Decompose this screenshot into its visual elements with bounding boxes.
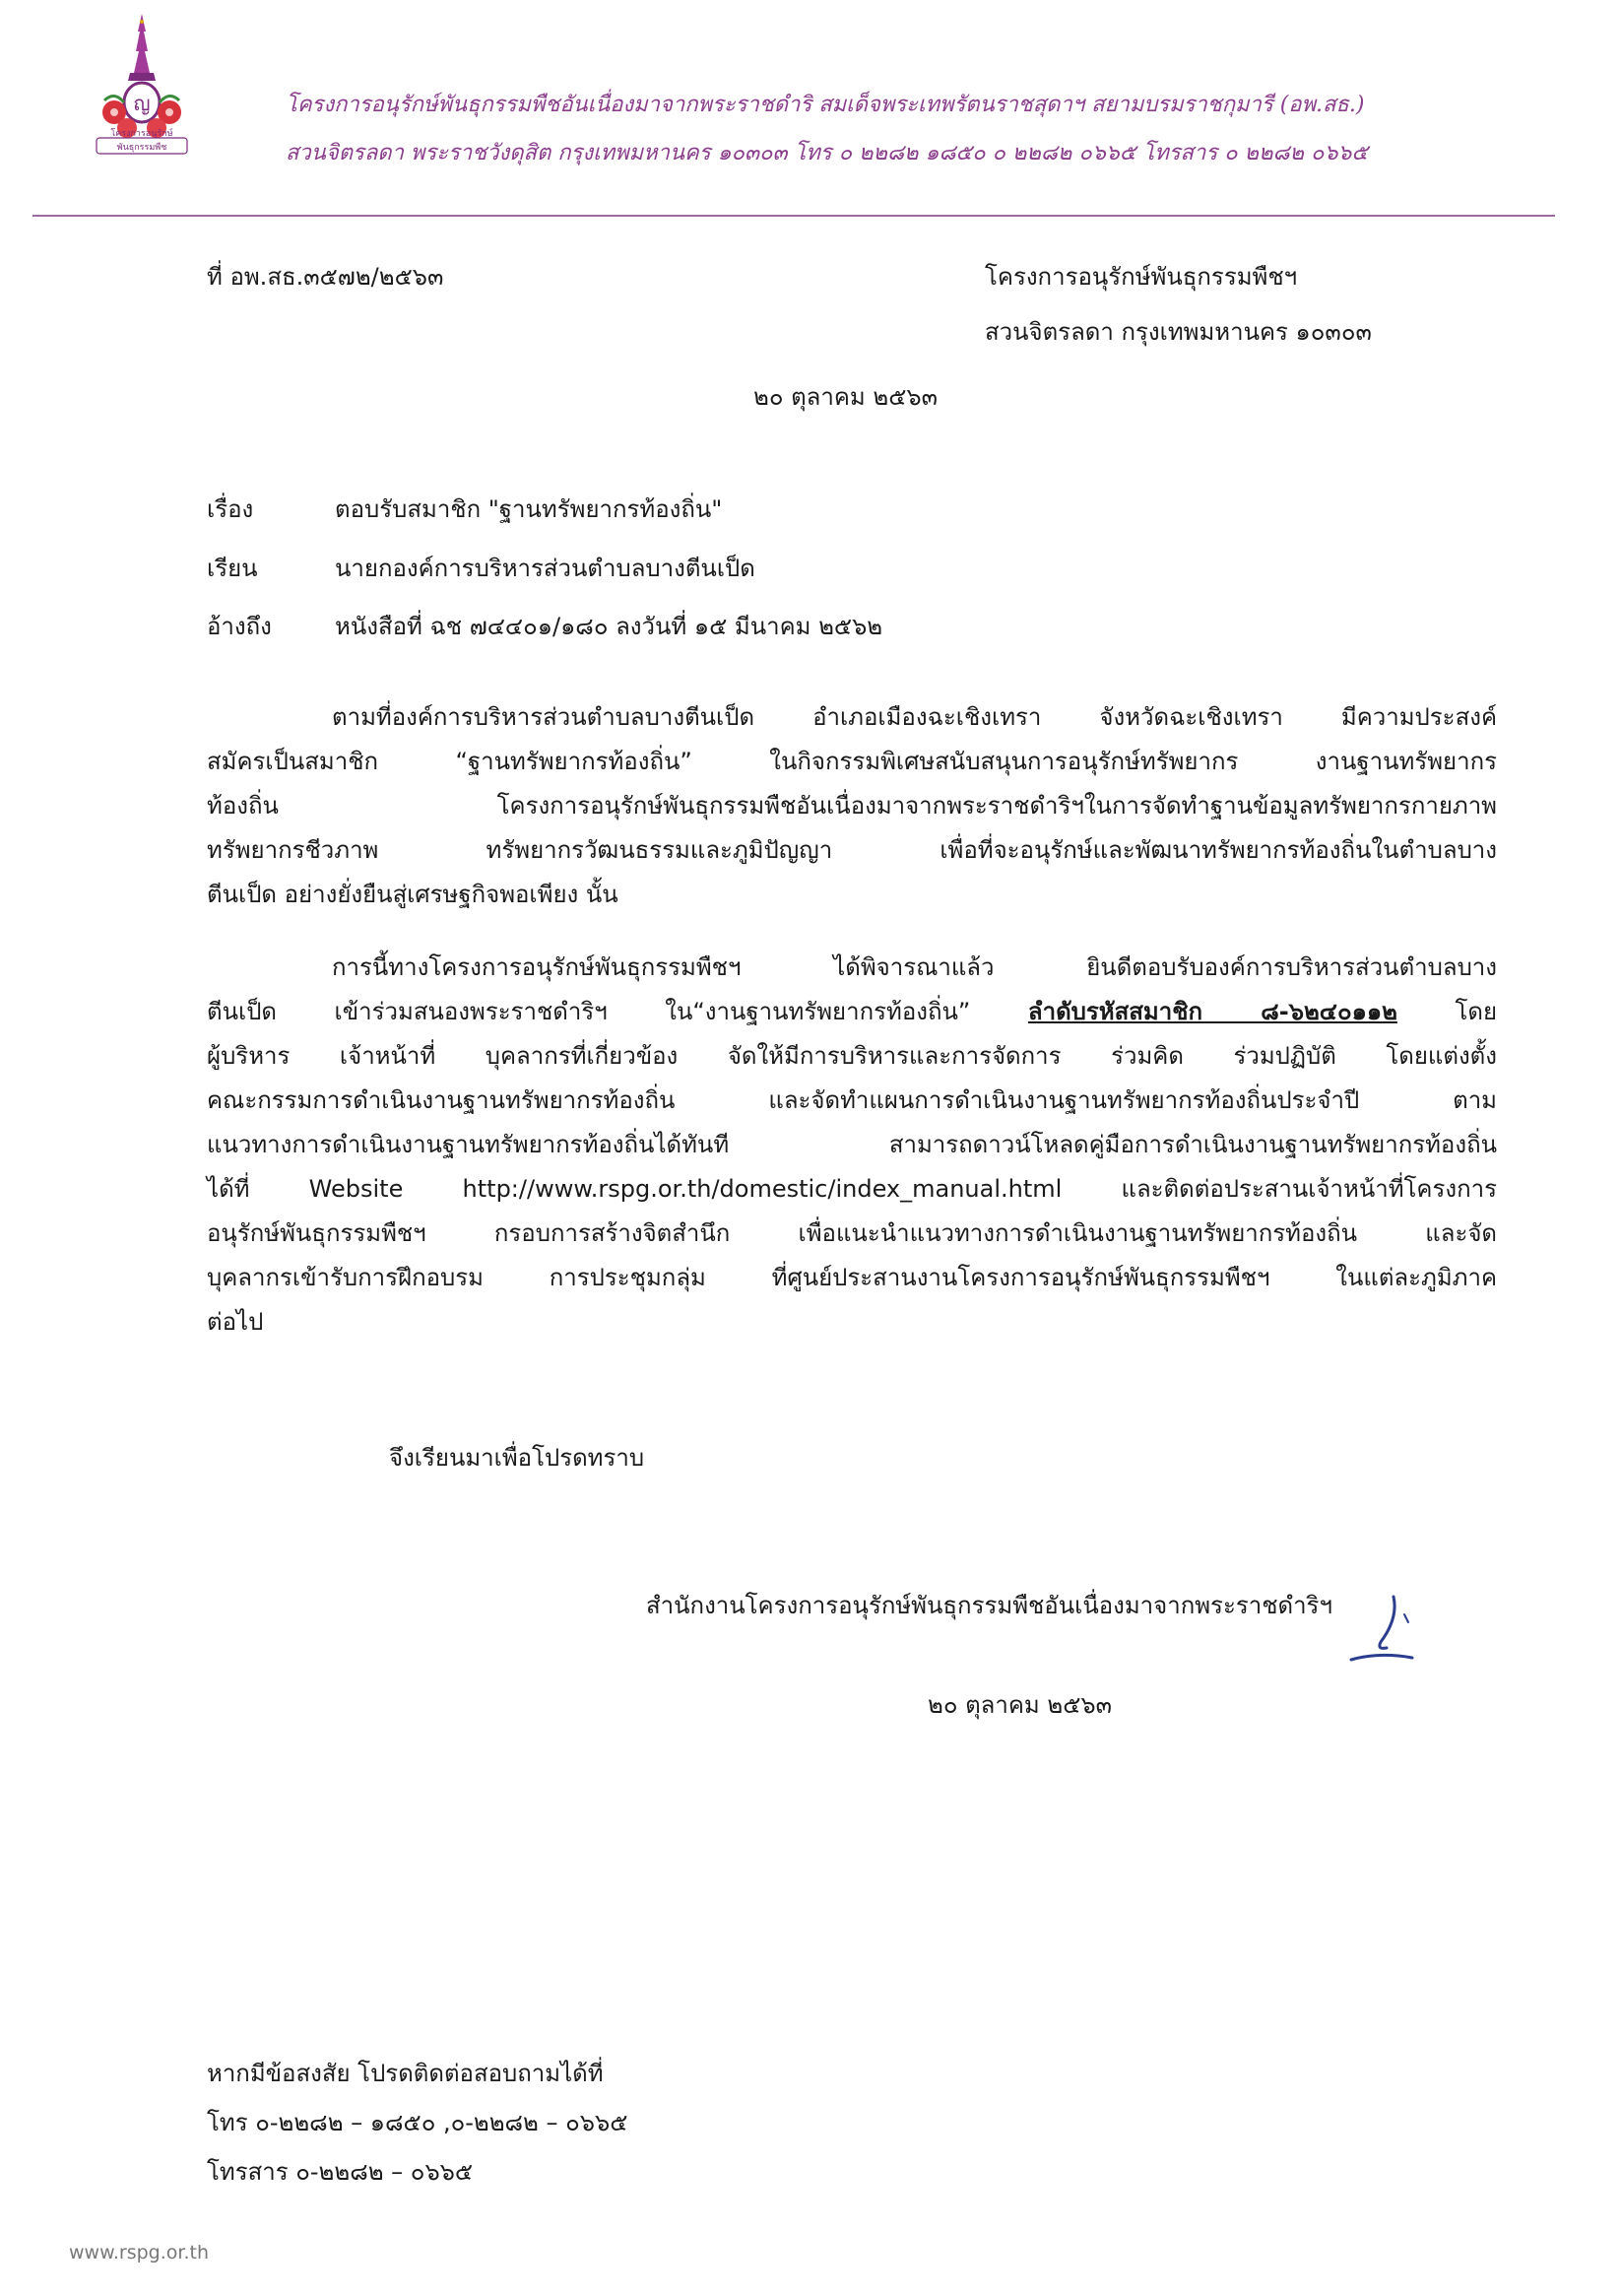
paragraph-2-line-with-code [207,990,1497,1034]
subject-text: ตอบรับสมาชิก "ฐานทรัพยากรท้องถิ่น" [335,495,723,523]
svg-text:ญ: ญ [133,92,151,115]
paragraph-2-line: ต่อไป [207,1308,264,1336]
paragraph-2-line: แนวทางการดำเนินงานฐานทรัพยากรท้องถิ่นได้ทันที สามารถดาวน์โหลดคู่มือการดำเนินงานฐานทรัพยากรท้องถิ่น [207,1131,1497,1158]
paragraph-1-line: สมัครเป็นสมาชิก “ฐานทรัพยากรท้องถิ่น” ในกิจกรรมพิเศษสนับสนุนการอนุรักษ์ทรัพยากร งานฐานทรัพยากร [207,748,1497,775]
paragraph-2-line: การนี้ทางโครงการอนุรักษ์พันธุกรรมพืชฯ ได้พิจารณาแล้ว ยินดีตอบรับองค์การบริหารส่วนตำบลบาง [332,953,1497,981]
letterhead-line-2: สวนจิตรลดา พระราชวังดุสิต กรุงเทพมหานคร ๑๐๓๐๓ โทร ๐ ๒๒๘๒ ๑๘๕๐ ๐ ๒๒๘๒ ๐๖๖๕ โทรสาร ๐ ๒๒๘๒ ๐๖๖๕ [286,141,1369,165]
recipient-label: เรียน [207,555,258,582]
paragraph-1-line: ทรัพยากรชีวภาพ ทรัพยากรวัฒนธรรมและภูมิปัญญา เพื่อที่จะอนุรักษ์และพัฒนาทรัพยากรท้องถิ่นในตำบลบาง [207,836,1497,864]
recipient-text: นายกองค์การบริหารส่วนตำบลบางตีนเป็ด [335,555,755,582]
paragraph-2-line: บุคลากรเข้ารับการฝึกอบรม การประชุมกลุ่ม ที่ศูนย์ประสานงานโครงการอนุรักษ์พันธุกรรมพืชฯ ในแต่ละภูมิภาค [207,1264,1497,1291]
paragraph-2-line: คณะกรรมการดำเนินงานฐานทรัพยากรท้องถิ่น และจัดทำแผนการดำเนินงานฐานทรัพยากรท้องถิ่นประจำปี ตาม [207,1086,1497,1114]
contact-block [207,2049,627,2197]
contact-fax: โทรสาร ๐-๒๒๘๒ – ๐๖๖๕ [207,2158,474,2186]
sender-address-line-2: สวนจิตรลดา กรุงเทพมหานคร ๑๐๓๐๓ [985,318,1372,346]
closing-phrase: จึงเรียนมาเพื่อโปรดทราบ [389,1444,645,1472]
signature-date: ๒๐ ตุลาคม ๒๕๖๓ [928,1691,1112,1719]
footer-website: www.rspg.or.th [69,2242,210,2263]
paragraph-1-line: ตีนเป็ด อย่างยั่งยืนสู่เศรษฐกิจพอเพียง นั้น [207,881,618,908]
paragraph-1 [207,695,1497,917]
paragraph-2-line-2-start: ตีนเป็ด เข้าร่วมสนองพระราชดำริฯ ใน“งานฐานทรัพยากรท้องถิ่น” [207,998,971,1025]
handwritten-signature [1339,1591,1418,1672]
paragraph-2-line: ผู้บริหาร เจ้าหน้าที่ บุคลากรที่เกี่ยวข้อง จัดให้มีการบริหารและการจัดการ ร่วมคิด ร่วมปฏิบัติ โดยแต่งตั้ง [207,1042,1497,1070]
paragraph-2-line: อนุรักษ์พันธุกรรมพืชฯ กรอบการสร้างจิตสำนึก เพื่อแนะนำแนวทางการดำเนินงานฐานทรัพยากรท้องถิ่น และจัด [207,1219,1497,1247]
letter-date: ๒๐ ตุลาคม ๒๕๖๓ [753,383,938,411]
letterhead-divider [32,215,1555,217]
reference-number: ที่ อพ.สธ.๓๕๗๒/๒๕๖๓ [207,263,444,291]
paragraph-2-line-website: ได้ที่ Website http://www.rspg.or.th/domestic/index_manual.html และติดต่อประสานเจ้าหน้าที่โครงการ [207,1175,1497,1203]
letterhead-line-1: โครงการอนุรักษ์พันธุกรรมพืชอันเนื่องมาจากพระราชดำริ สมเด็จพระเทพรัตนราชสุดาฯ สยามบรมราชกุมารี (อพ.สธ.) [286,93,1365,117]
contact-phone: โทร ๐-๒๒๘๒ – ๑๘๕๐ ,๐-๒๒๘๒ – ๐๖๖๕ [207,2109,628,2136]
reference-text: หนังสือที่ ฉช ๗๔๔๐๑/๑๘๐ ลงวันที่ ๑๕ มีนาคม ๒๕๖๒ [335,613,883,640]
paragraph-2 [207,946,1497,1345]
signature-office: สำนักงานโครงการอนุรักษ์พันธุกรรมพืชอันเนื่องมาจากพระราชดำริฯ [646,1592,1332,1619]
contact-intro: หากมีข้อสงสัย โปรดติดต่อสอบถามได้ที่ [207,2060,604,2087]
paragraph-1-line: ท้องถิ่น โครงการอนุรักษ์พันธุกรรมพืชอันเนื่องมาจากพระราชดำริฯในการจัดทำฐานข้อมูลทรัพยากรกายภาพ [207,792,1497,820]
logo-caption: โครงการอนุรักษ์พันธุกรรมพืช [110,129,173,153]
paragraph-2-line-2-end: โดย [1455,998,1498,1025]
paragraph-1-line: ตามที่องค์การบริหารส่วนตำบลบางตีนเป็ด อำเภอเมืองฉะเชิงเทรา จังหวัดฉะเชิงเทรา มีความประสงค์ [332,703,1497,731]
sender-address-line-1: โครงการอนุรักษ์พันธุกรรมพืชฯ [985,263,1298,291]
subject-label: เรื่อง [207,495,254,523]
member-code: ลำดับรหัสสมาชิก ๘-๖๒๔๐๑๑๒ [1027,998,1397,1025]
reference-label: อ้างถึง [207,613,272,640]
